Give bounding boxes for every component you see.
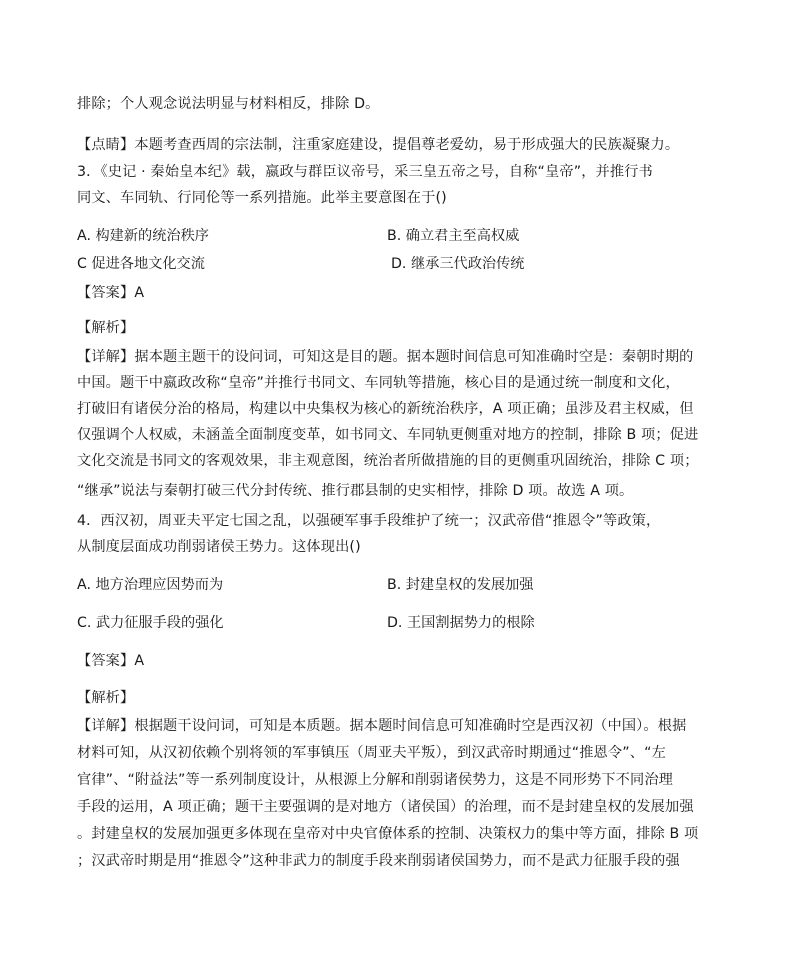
analysis-line: ；汉武帝时期是用“推恩令”这种非武力的制度手段来削弱诸侯国势力，而不是武力征服手段的强 [77, 853, 680, 869]
analysis-line: 打破旧有诸侯分治的格局，构建以中央集权为核心的新统治秩序，A 项正确；虽涉及君主权威，但 [77, 401, 694, 417]
question-4-analysis-heading: 【解析】 [77, 690, 135, 706]
question-4-option-d: D. 王国割据势力的根除 [387, 615, 535, 631]
analysis-line: 。封建皇权的发展加强更多体现在皇帝对中央官僚体系的控制、决策权力的集中等方面，排除 B 项 [77, 826, 699, 842]
question-3-answer: 【答案】A [77, 285, 145, 301]
question-4-stem: 4．西汉初，周亚夫平定七国之乱，以强硬军事手段维护了统一；汉武帝借“推恩令”等政策， [77, 513, 661, 529]
comment-line: 【点睛】本题考查西周的宗法制，注重家庭建设，提倡尊老爱幼，易于形成强大的民族凝聚力。 [77, 137, 680, 153]
question-3-stem: 同文、车同轨、行同伦等一系列措施。此举主要意图在于() [77, 190, 447, 206]
question-3-analysis-heading: 【解析】 [77, 320, 135, 336]
question-4-option-c: C. 武力征服手段的强化 [77, 615, 224, 631]
question-3-option-b: B. 确立君主至高权威 [387, 228, 520, 244]
analysis-line: 【详解】据本题主题干的设问词，可知这是目的题。据本题时间信息可知准确时空是：秦朝时期的 [77, 349, 694, 365]
text-line: 排除；个人观念说法明显与材料相反，排除 D。 [77, 96, 380, 112]
question-4-answer: 【答案】A [77, 653, 145, 669]
analysis-line: “继承”说法与秦朝打破三代分封传统、推行郡县制的史实相悖，排除 D 项。故选 A 项。 [77, 483, 634, 499]
question-3-option-d: D. 继承三代政治传统 [391, 256, 525, 272]
analysis-line: 手段的运用，A 项正确；题干主要强调的是对地方（诸侯国）的治理，而不是封建皇权的发展加强 [77, 799, 694, 815]
question-4-option-a: A. 地方治理应因势而为 [77, 577, 224, 593]
analysis-line: 【详解】根据题干设问词，可知是本质题。据本题时间信息可知准确时空是西汉初（中国）。根据 [77, 718, 687, 734]
question-3-option-a: A. 构建新的统治秩序 [77, 228, 209, 244]
question-4-option-b: B. 封建皇权的发展加强 [387, 577, 534, 593]
analysis-line: 材料可知，从汉初依赖个别将领的军事镇压（周亚夫平叛），到汉武帝时期通过“推恩令”、“左 [77, 745, 666, 761]
analysis-line: 中国。题干中嬴政改称“皇帝”并推行书同文、车同轨等措施，核心目的是通过统一制度和文化， [77, 375, 680, 391]
question-4-stem: 从制度层面成功削弱诸侯王势力。这体现出() [77, 539, 361, 555]
analysis-line: 仅强调个人权威，未涵盖全面制度变革，如书同文、车同轨更侧重对地方的控制，排除 B 项；促进 [77, 427, 699, 443]
analysis-line: 文化交流是书同文的客观效果，非主观意图，统治者所做措施的目的更侧重巩固统治，排除 C 项； [77, 453, 699, 469]
analysis-line: 官律”、“附益法”等一系列制度设计，从根源上分解和削弱诸侯势力，这是不同形势下不同治理 [77, 772, 674, 788]
question-3-option-c: C 促进各地文化交流 [77, 256, 205, 272]
question-3-stem: 3．《史记 · 秦始皇本纪》载，嬴政与群臣议帝号，采三皇五帝之号，自称“皇帝”，并推行书 [77, 164, 653, 180]
